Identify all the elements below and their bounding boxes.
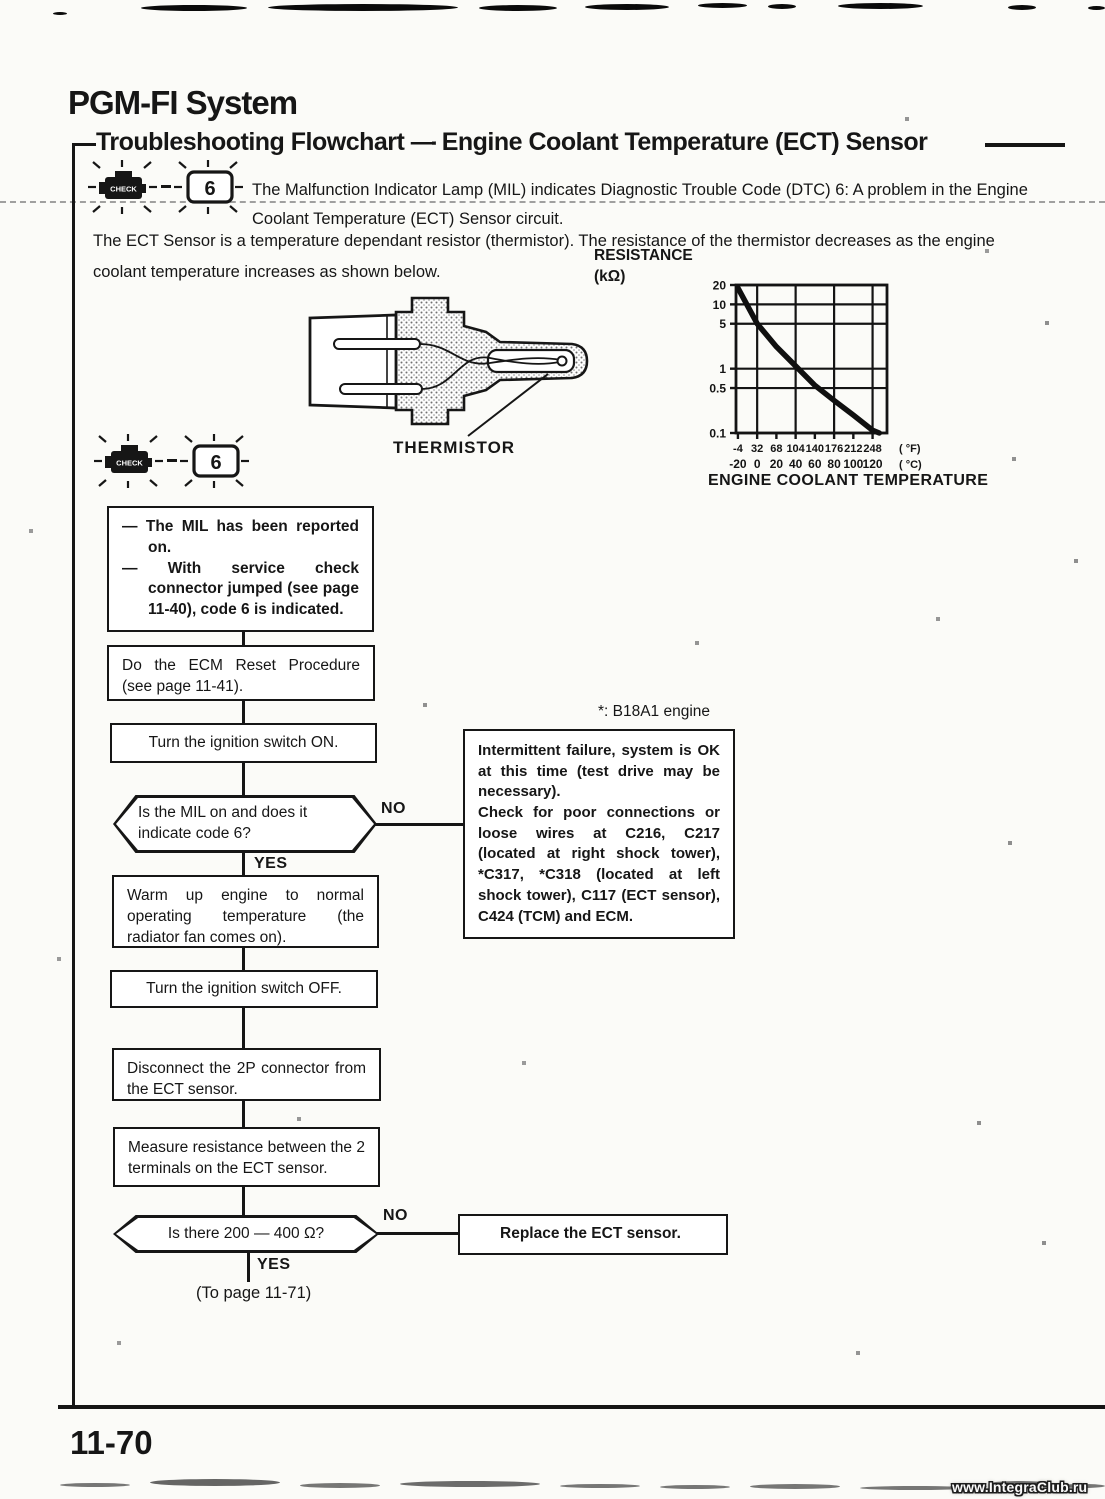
flow-box-ignition-on: Turn the ignition switch ON. [110,723,377,763]
svg-text:140: 140 [805,443,825,455]
svg-text:68: 68 [770,443,783,455]
flow-box-measure: Measure resistance between the 2 terminals on the ECT sensor. [113,1127,380,1187]
yes-label: YES [257,1256,291,1273]
mil-check-engine-icon [86,158,158,216]
connector [242,1005,245,1051]
terminal-pin [334,339,420,349]
flow-box-warm-up: Warm up engine to normal operating temperature (the radiator fan comes on). [112,875,379,948]
svg-text:6: 6 [210,452,222,474]
svg-text:( °C): ( °C) [899,459,922,471]
connector [242,760,245,798]
resistance-chart [688,272,1028,497]
svg-text:5: 5 [719,317,726,332]
connector [242,944,245,973]
flow-box-replace-sensor: Replace the ECT sensor. [458,1214,728,1255]
svg-text:20: 20 [712,278,726,293]
svg-text:CHECK: CHECK [110,184,137,194]
section-title: Troubleshooting Flowchart — Engine Coolant Temperature (ECT) Sensor [96,128,928,156]
watermark: www.IntegraClub.ru [952,1479,1088,1495]
svg-text:20: 20 [769,457,784,471]
ect-sensor-cutaway-diagram [290,286,600,444]
engine-note: *: B18A1 engine [598,703,711,720]
no-label: NO [381,800,406,817]
flow-box-ecm-reset: Do the ECM Reset Procedure (see page 11-41). [107,645,375,701]
chart-x-axis-title: ENGINE COOLANT TEMPERATURE [708,472,989,489]
connector [242,698,245,726]
svg-text:1: 1 [719,362,726,377]
svg-text:212: 212 [844,443,863,455]
thermistor-element [558,357,567,366]
svg-text:CHECK: CHECK [116,458,143,468]
svg-text:-20: -20 [729,457,747,471]
connector-yes-branch [247,1250,250,1282]
flow-box-intermittent: Intermittent failure, system is OK at this time (test drive may be necessary). Check for poor connections or loose wires at C216, C217 (located at right shock tower), *C317, *C318 (located at left shock tower), C117 (ECT sensor), C424 (TCM) and ECM. [463,729,735,939]
connector [242,1184,245,1218]
left-border-rule [72,145,75,1407]
engine-glyph [105,445,152,473]
svg-text:60: 60 [808,457,822,471]
flow-box-start-conditions: — The MIL has been reported on. — With service check connector jumped (see page 11-40), code 6 is indicated. [107,506,374,632]
scan-noise [0,0,2,2]
connector-no-branch [376,1232,460,1235]
svg-text:( °F): ( °F) [899,443,921,455]
svg-text:0: 0 [753,457,761,471]
flow-decision-mil-code6: Is the MIL on and does it indicate code 6? [113,795,377,853]
flow-decision-resistance: Is there 200 — 400 Ω? [113,1215,379,1253]
svg-text:248: 248 [863,443,882,455]
mil-dash [161,185,171,188]
flow-box-disconnect: Disconnect the 2P connector from the ECT sensor. [112,1048,381,1101]
yes-label: YES [254,855,288,872]
engine-glyph [99,171,146,199]
svg-text:6: 6 [204,178,216,200]
chart-y-axis-title: RESISTANCE (kΩ) [594,247,693,285]
svg-text:176: 176 [824,443,844,455]
svg-text:80: 80 [827,457,841,471]
dtc-code-indicator [172,158,244,216]
flow-box-ignition-off: Turn the ignition switch OFF. [110,970,378,1008]
svg-text:32: 32 [751,443,764,455]
section-rule-stub [72,143,96,146]
connector [242,1098,245,1130]
intro-paragraph: The ECT Sensor is a temperature dependant resistor (thermistor). The resistance of the thermistor decreases as the engine coolant temperature increases as shown below. [93,232,995,281]
svg-text:100: 100 [843,457,864,471]
page-title: PGM-FI System [68,84,298,121]
section-rule-tail [985,143,1065,147]
svg-text:104: 104 [786,443,805,455]
svg-text:120: 120 [862,457,883,471]
connector-yes-branch [242,850,245,878]
thermistor-label: THERMISTOR [393,438,516,457]
mil-description: The Malfunction Indicator Lamp (MIL) indicates Diagnostic Trouble Code (DTC) 6: A problem in the Engine Coolant Temperature (ECT) Sensor circuit. [252,181,1028,229]
connector-no-branch [374,823,466,826]
svg-text:0.1: 0.1 [709,426,726,441]
mil-dash [167,459,177,462]
svg-text:0.5: 0.5 [709,381,726,396]
mil-check-engine-icon [92,432,164,490]
to-page-reference: (To page 11-71) [196,1284,312,1302]
no-label: NO [383,1207,408,1224]
svg-text:40: 40 [788,457,803,471]
dtc-code-indicator [178,432,250,490]
svg-text:10: 10 [712,297,726,312]
terminal-pin [340,384,422,394]
svg-text:-4: -4 [733,443,743,455]
bottom-border-rule [58,1405,1105,1409]
page-number: 11-70 [70,1424,153,1461]
